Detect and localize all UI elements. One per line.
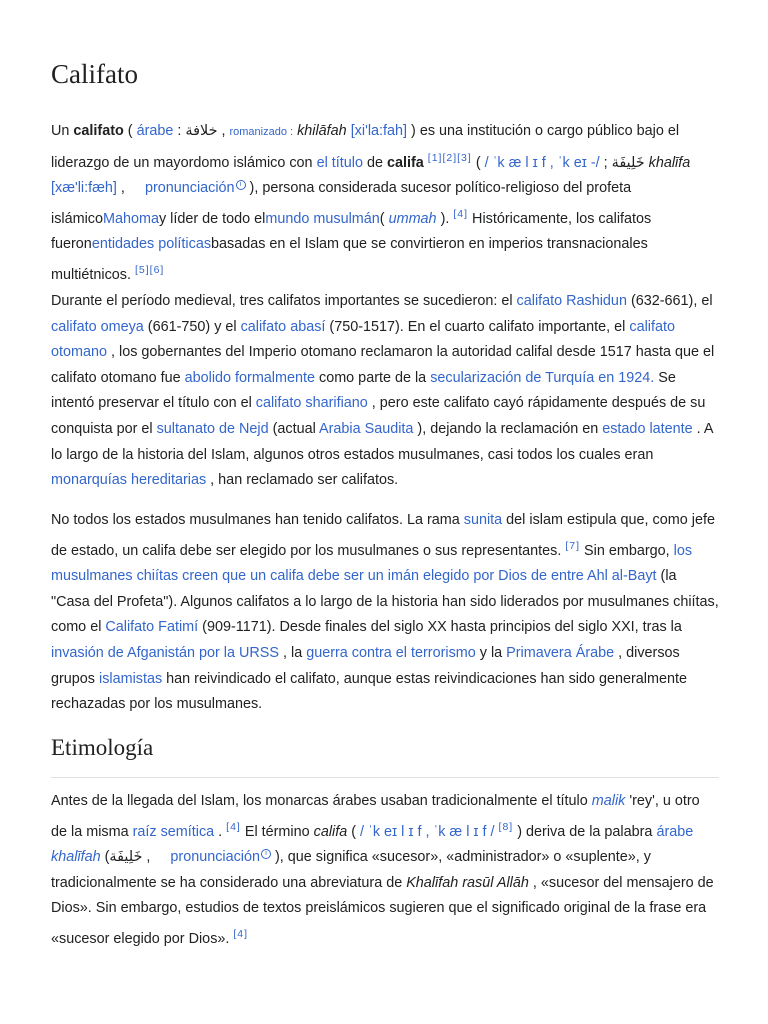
text: . [214,823,227,840]
text: ), persona considerada sucesor político-religioso del profeta islámico [51,180,632,227]
link-ummah[interactable]: ummah [388,210,437,227]
text: , [217,123,230,139]
citation-4[interactable]: [4] [453,207,469,220]
text: basadas en el Islam que se convirtieron en imperios transnacionales multiétnicos. [51,236,648,283]
text: ( [379,210,389,227]
link-primavera-arabe[interactable]: Primavera Árabe [506,644,615,661]
link-califato-otomano[interactable]: califato otomano [51,318,675,361]
medieval-paragraph [51,289,719,494]
shia-sunni-paragraph [51,508,719,718]
text: . A lo largo de la historia del Islam, algunos otros estados musulmanes, casi todos los cuales eran [51,420,713,463]
link-monarquias-hereditarias[interactable]: monarquías hereditarias [51,472,207,489]
text: , pero este califato cayó rápidamente después de su conquista por el [51,395,706,437]
text: (actual [268,420,320,437]
link-califato-abasi[interactable]: califato abasí [240,318,326,335]
text: , diversos grupos [51,644,680,687]
link-secularizacion-turquia[interactable]: secularización de Turquía en 1924. [430,369,655,386]
citation-1-2-3[interactable]: [1][2][3] [427,151,472,164]
link-invasion-afganistan[interactable]: invasión de Afganistán por la URSS [51,644,279,661]
text: : [173,123,186,139]
link-guerra-terrorismo[interactable]: guerra contra el terrorismo [306,644,476,661]
text: ) es una institución o cargo público bajo el liderazgo de un mayordomo islámico con [51,123,680,171]
text: ; [599,154,612,171]
link-abolido-formalmente[interactable]: abolido formalmente [184,369,315,386]
text: , [142,849,155,866]
section-title: Etimología [51,735,154,760]
link-califato-sharifiano[interactable]: califato sharifiano [255,395,368,412]
text: ( [100,849,110,866]
link-malik[interactable]: malik [591,793,626,809]
text: ( [123,123,137,139]
link-sunita[interactable]: sunita [463,512,503,528]
text: ( [471,154,485,171]
italic-khalifah-rasul-allah: Khalīfah rasūl Allāh [406,874,529,891]
citation-7[interactable]: [7] [565,539,581,552]
text: Se intentó preservar el título con el [51,369,676,412]
italic-califa: califa [313,823,348,840]
text: Sin embargo, [580,542,674,559]
text: Históricamente, los califatos fueron [51,210,652,253]
link-pronunciacion[interactable]: pronunciación [144,180,235,197]
text: y líder de todo el [158,210,266,227]
info-icon[interactable]: i [261,849,271,859]
italic-khilafah: khilāfah [297,123,347,139]
link-mahoma[interactable]: Mahoma [102,210,159,227]
link-romanizado[interactable]: romanizado : [229,126,294,138]
link-islamistas[interactable]: islamistas [99,670,163,687]
text: del islam estipula que, como jefe de estado, un califa debe ser elegido por los musulmanes o sus representantes. [51,512,715,559]
arabic-text: خَلِيفَة [611,154,645,171]
text: , han reclamado ser califatos. [206,472,399,489]
text: ( [347,823,361,840]
link-arabia-saudita[interactable]: Arabia Saudita [319,420,414,437]
citation-4[interactable]: [4] [233,927,249,940]
text: Durante el período medieval, tres califatos importantes se sucedieron: el [51,293,517,309]
link-pronunciacion[interactable]: pronunciación [170,849,261,866]
text: , los gobernantes del Imperio otomano reclamaron la autoridad califal desde 1517 hasta que el califato otomano fue [51,344,715,386]
section-heading-etimologia [51,735,719,761]
link-ipa-califa[interactable]: / ˈk eɪ l ɪ f , ˈk æ l ɪ f / [360,823,495,840]
link-khalifah[interactable]: khalīfah [51,849,101,866]
italic-khalifa: khalīfa [648,154,691,171]
link-raiz-semitica[interactable]: raíz semítica [132,823,215,840]
text: Un [51,123,74,139]
link-arabe[interactable]: árabe [136,123,174,139]
link-ipa-khilafah[interactable]: [xi'la:fah] [350,123,408,139]
heading-divider [51,777,719,778]
text: ), dejando la reclamación en [413,420,603,437]
text: (661-750) y el [143,318,241,335]
link-estado-latente[interactable]: estado latente [602,420,693,437]
text: 'rey', u otro de la misma [51,793,700,840]
etymology-paragraph [51,789,719,953]
bold-term-califa: califa [386,154,424,171]
citation-5-6[interactable]: [5][6] [134,263,165,276]
link-califato-omeya[interactable]: califato omeya [51,318,144,335]
text: El término [240,823,314,840]
citation-4[interactable]: [4] [226,820,241,833]
text: , «sucesor del mensajero de Dios». Sin embargo, estudios de textos preislámicos sugieren que el significado original de la frase era «sucesor elegido por Dios». [51,874,714,947]
text: No todos los estados musulmanes han tenido califatos. La rama [51,512,464,528]
arabic-text: خلافة [185,123,218,139]
link-musulmanes-chiitas[interactable]: los musulmanes chiítas creen que un califa debe ser un imán elegido por Dios de entre Ahl al-Bayt [51,542,693,585]
text: (909-1171). Desde finales del siglo XX hasta principios del siglo XXI, tras la [198,619,682,636]
text: y la [475,644,507,661]
text: han reivindicado el califato, aunque estas reivindicaciones han sido generalmente rechazadas por los musulmanes. [51,670,687,713]
text: Antes de la llegada del Islam, los monarcas árabes usaban tradicionalmente el título [51,793,592,809]
arabic-text: خَلِيفَة [109,849,143,866]
bold-term-califato: califato [73,123,124,139]
citation-8[interactable]: [8] [498,820,514,833]
info-icon[interactable]: i [236,180,246,190]
link-sultanato-nejd[interactable]: sultanato de Nejd [156,420,269,437]
text: , la [279,644,307,661]
text: ). [436,210,454,227]
text: ), que significa «sucesor», «administrador» o «suplente», y tradicionalmente se ha considerado una abreviatura de [51,849,651,891]
link-el-titulo[interactable]: el título [316,154,363,171]
link-ipa-calif[interactable]: / ˈk æ l ɪ f , ˈk eɪ -/ [484,154,600,171]
text: de [362,154,387,171]
link-entidades-politicas[interactable]: entidades políticas [91,236,212,253]
text: (la "Casa del Profeta"). Algunos califatos a lo largo de la historia han sido liderados por musulmanes chiítas, como el [51,568,719,636]
text: como parte de la [315,369,431,386]
link-mundo-musulman[interactable]: mundo musulmán [265,210,380,227]
text: (750-1517). En el cuarto califato importante, el [325,318,630,335]
link-califato-rashidun[interactable]: califato Rashidun [516,293,627,309]
link-arabe[interactable]: árabe [656,823,694,840]
link-califato-fatimi[interactable]: Califato Fatimí [105,619,199,636]
text: (632-661), el [626,293,713,309]
text: , [116,180,129,197]
intro-paragraph [51,119,719,289]
page-title: Califato [51,59,138,89]
text: ) deriva de la palabra [513,823,657,840]
link-ipa-khalifa[interactable]: [xæ'li:fæh] [51,180,117,197]
